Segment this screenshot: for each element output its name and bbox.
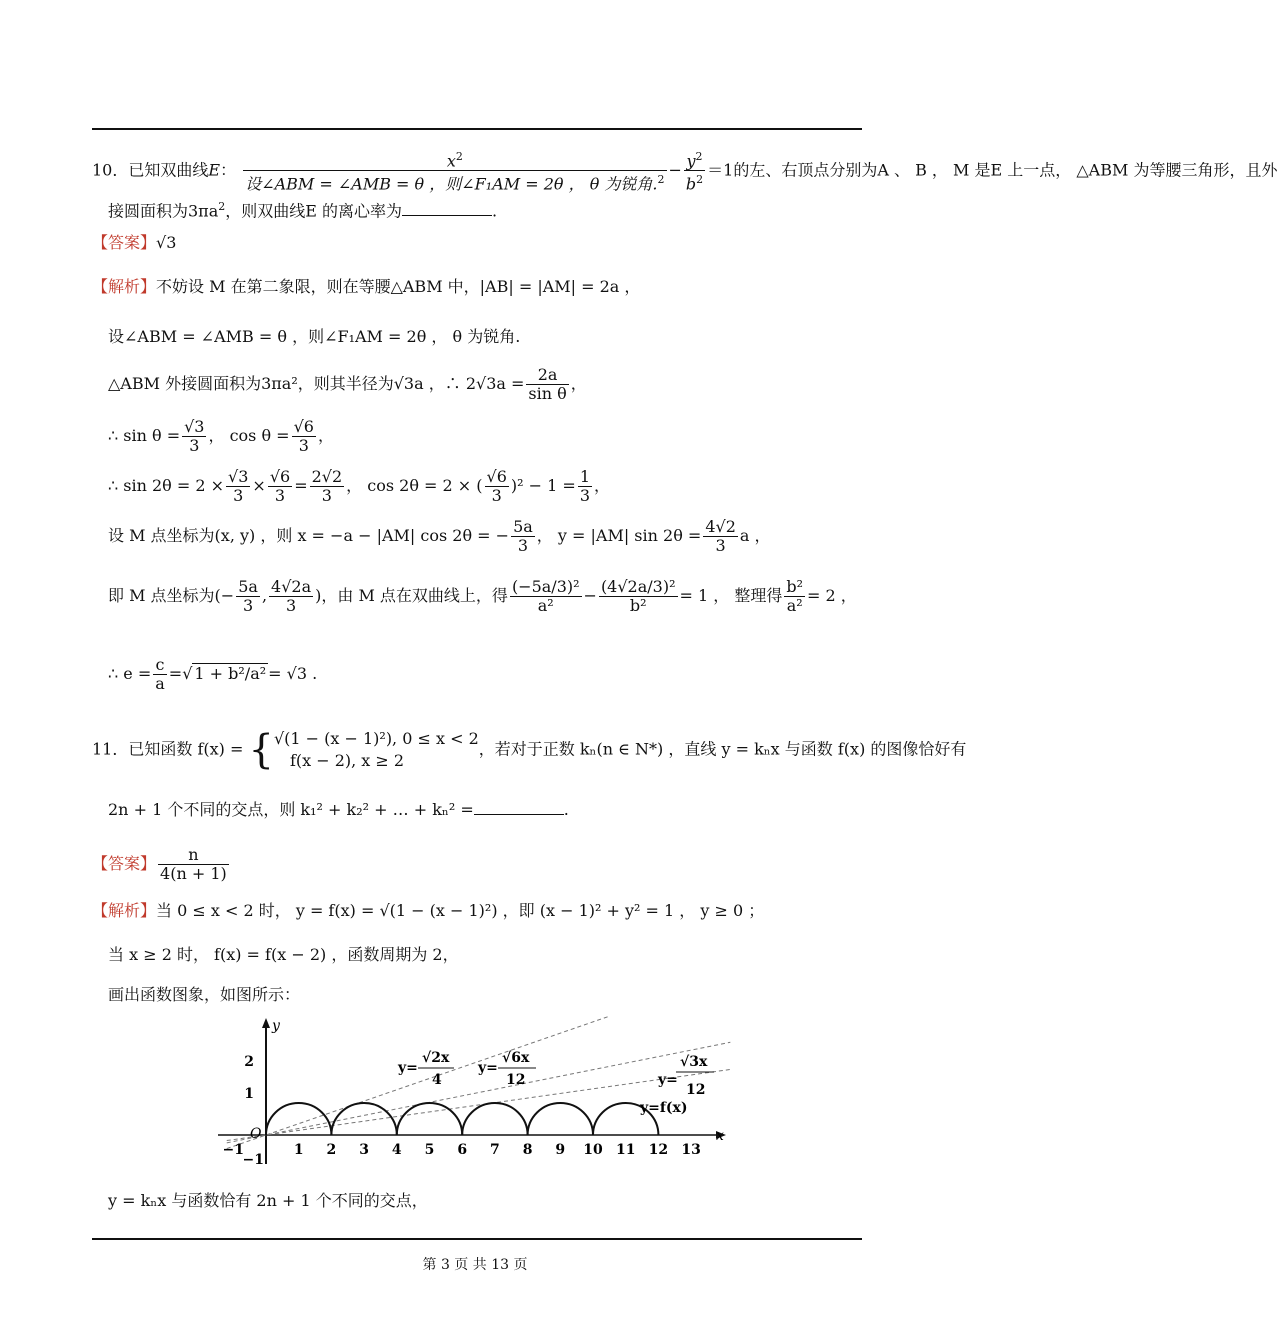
x-tick-label: 6 [457, 1142, 468, 1158]
x-tick-label: 8 [522, 1142, 533, 1158]
frac: $\frac{1}{3}$ [579, 467, 591, 505]
frac: $\frac{√6}{3}$ [293, 417, 314, 455]
frac: $\frac{4√2a}{3}$ [271, 577, 312, 615]
x-tick-label: 9 [555, 1142, 566, 1158]
q10-answer: 【答案】√3 [92, 233, 177, 252]
function-graph [210, 1014, 740, 1174]
frac: $\frac{\text{b²}}{\text{a²}}$ [786, 577, 804, 615]
dashed-line-2 [227, 1042, 731, 1143]
y-tick-2: 2 [244, 1054, 254, 1070]
line3-label-num: √3x [680, 1054, 708, 1070]
q10-analysis-1: 【解析】不妨设 M 在第二象限，则在等腰△ABM 中，|AB| = |AM| = 2a ， [92, 277, 641, 296]
semicircle-arc-5 [528, 1103, 593, 1135]
piecewise-brace: { [248, 727, 274, 773]
x-tick-label: 11 [615, 1142, 636, 1158]
q11-answer-blank [474, 798, 564, 815]
x-tick-label: 12 [648, 1142, 669, 1158]
x-tick-label: 1 [293, 1142, 304, 1158]
q10-frac-y: $\frac{y^2}{b^2}$ [685, 150, 704, 194]
piecewise-cases: √(1 − (x − 1)²), 0 ≤ x < 2 f(x − 2), x ≥ 2 [273, 729, 479, 770]
q10-analysis-8: ∴ e = $\frac{c}{a}$ =√ 1 + b²/a² = √3 . [108, 655, 318, 693]
x-tick-label: 2 [326, 1142, 337, 1158]
x-tick-label: 3 [359, 1142, 369, 1158]
semicircle-arc-3 [397, 1103, 462, 1135]
line1-label-num: √2x [422, 1050, 450, 1066]
q10-analysis-2: 设∠ABM = ∠AMB = θ ，则∠F₁AM = 2θ ， θ 为锐角. [108, 327, 521, 346]
line2-label-den: 12 [506, 1072, 526, 1088]
answer-frac: $\frac{n}{4(n + 1)}$ [160, 845, 227, 883]
frac: $\frac{√3}{3}$ [228, 467, 249, 505]
frac: $\frac{\text{(−5a/3)²}}{\text{a²}}$ [511, 577, 580, 615]
frac: $\frac{5a}{3}$ [513, 517, 533, 555]
y-tick-1: 1 [244, 1086, 254, 1102]
frac: $\frac{2a}{\text{sin θ}}$ [528, 365, 567, 403]
x-tick-label: 4 [391, 1142, 402, 1158]
line3-label-den: 12 [686, 1082, 706, 1098]
top-rule [92, 128, 862, 130]
line2-label-num: √6x [502, 1050, 530, 1066]
frac: $\frac{c}{a}$ [155, 655, 165, 693]
y-axis-label: y [272, 1018, 280, 1034]
line2-label-pre: y= [478, 1060, 498, 1076]
page-footer: 第 3 页 共 13 页 [422, 1257, 528, 1273]
q11-analysis-3: 画出函数图象，如图所示： [108, 985, 301, 1004]
q10-line2: 接圆面积为$3\pi a^2$，则双曲线E 的离心率为 . [108, 200, 498, 221]
x-axis-label: x [716, 1128, 724, 1144]
q10-analysis-7: 即 M 点坐标为(− $\frac{5a}{3}$ , $\frac{4√2a}{3}$ )，由 M 点在双曲线上，得 $\frac{\text{(−5a/3)²}}{\text{a²}}$ − $\frac{\text{(4√2a/3)²}}{\text{b²}}$ = 1 ， 整理得 $\frac{\text{b²}}{\text{a²}}$ = 2 ， [108, 577, 857, 615]
q11-line1: 11．已知函数 f(x) = { √(1 − (x − 1)²), 0 ≤ x < 2 f(x − 2), x ≥ 2 ，若对于正数 kₙ(n ∈ N*) ，直线 y = kₙx 与函数 f(x) 的图像恰好有 [92, 727, 967, 773]
frac: $\frac{5a}{3}$ [238, 577, 258, 615]
q10-analysis-3: △ABM 外接圆面积为3πa²，则其半径为√3a ，∴ 2√3a = $\frac{2a}{\text{sin θ}}$ ， [108, 365, 587, 403]
q11-analysis-4: y = kₙx 与函数恰有 2n + 1 个不同的交点， [108, 1191, 428, 1210]
origin-label: O [250, 1126, 262, 1142]
frac: $\frac{4√2}{3}$ [705, 517, 736, 555]
q10-frac-x: $\frac{x^2}{设\angle ABM = \angle AMB = \theta ,则\angle F_1AM = 2\theta , \theta 为锐角.^2}$ [245, 150, 665, 194]
curve-label: y=f(x) [640, 1100, 688, 1116]
line1-label-pre: y= [398, 1060, 418, 1076]
q11-answer: 【答案】 $\frac{n}{4(n + 1)}$ [92, 845, 227, 883]
q11-analysis-1: 【解析】当 0 ≤ x < 2 时， y = f(x) = √(1 − (x − 1)²) ，即 (x − 1)² + y² = 1 ， y ≥ 0 ； [92, 901, 765, 920]
bottom-rule [92, 1238, 862, 1240]
q11-line2: 2n + 1 个不同的交点，则 k₁² + k₂² + … + kₙ² = . [108, 800, 569, 819]
q10-analysis-4: ∴ sin θ = $\frac{√3}{3}$ ， cos θ = $\frac{√6}{3}$ ， [108, 417, 334, 455]
q10-analysis-6: 设 M 点坐标为(x, y) ，则 x = −a − |AM| cos 2θ = − $\frac{5a}{3}$ ， y = |AM| sin 2θ = $\frac{4√2}{3}$ a ， [108, 517, 771, 555]
x-tick-label: 7 [490, 1142, 500, 1158]
y-tick-neg1: −1 [242, 1152, 264, 1168]
frac: $\frac{√6}{3}$ [486, 467, 507, 505]
semicircle-arc-2 [331, 1103, 396, 1135]
x-tick-label: 13 [681, 1142, 701, 1158]
x-tick-label: −1 [222, 1142, 245, 1158]
dashed-line-1 [227, 1016, 610, 1148]
line1-label-den: 4 [432, 1072, 442, 1088]
frac: $\frac{√6}{3}$ [269, 467, 291, 505]
frac: $\frac{\text{(4√2a/3)²}}{\text{b²}}$ [600, 577, 676, 615]
frac: $\frac{√3}{3}$ [184, 417, 205, 455]
q10-answer-blank [402, 199, 492, 216]
q11-analysis-2: 当 x ≥ 2 时， f(x) = f(x − 2) ，函数周期为 2， [108, 945, 459, 964]
semicircle-arc-4 [462, 1103, 527, 1135]
frac: $\frac{2√2}{3}$ [311, 467, 343, 505]
line3-label-pre: y= [658, 1072, 678, 1088]
y-axis-arrow [262, 1018, 270, 1028]
q10-analysis-5: ∴ sin 2θ = 2 × $\frac{√3}{3}$ × $\frac{√6}{3}$ = $\frac{2√2}{3}$ ， cos 2θ = 2 × ( $\frac{√6}{3}$ )² − 1 = $\frac{1}{3}$ ， [108, 467, 611, 505]
q10-line1: 10．已知双曲线E： $\frac{x^2}{设\angle ABM = \angle AMB = \theta ,则\angle F_1AM = 2\theta , \theta 为锐角.^2}$ − $\frac{y^2}{b^2}$ ＝1的左、右顶点分别为A 、 B ， M 是E 上一点， △ABM 为等腰三角形，且外 [92, 150, 1277, 194]
x-tick-label: 5 [424, 1142, 435, 1158]
x-tick-label: 10 [583, 1142, 603, 1158]
